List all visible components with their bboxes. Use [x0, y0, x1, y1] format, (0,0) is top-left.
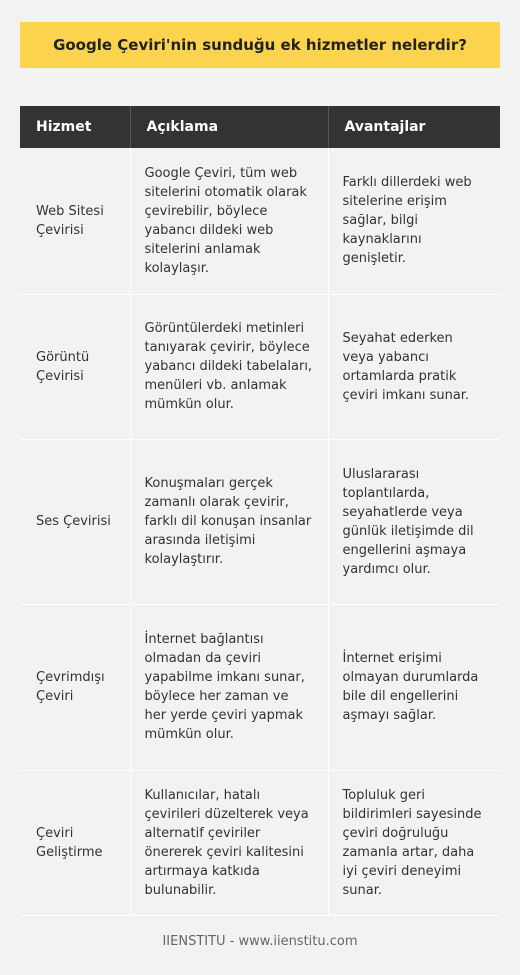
service-cell: Çevrimdışı Çeviri: [20, 604, 130, 770]
table-row: [20, 439, 500, 604]
table-header-row: [20, 106, 500, 148]
advantages-cell: Farklı dillerdeki web sitelerine erişim sağlar, bilgi kaynaklarını genişletir.: [328, 148, 500, 294]
page-title: Google Çeviri'nin sunduğu ek hizmetler nelerdir?: [20, 22, 500, 68]
description-cell: Görüntülerdeki metinleri tanıyarak çevirir, böylece yabancı dildeki tabelaları, menüleri vb. anlamak mümkün olur.: [130, 294, 328, 439]
description-cell: Kullanıcılar, hatalı çevirileri düzelterek veya alternatif çeviriler önererek çeviri kalitesini artırmaya katkıda bulunabilir.: [130, 770, 328, 915]
advantages-cell: Seyahat ederken veya yabancı ortamlarda pratik çeviri imkanı sunar.: [328, 294, 500, 439]
advantages-cell: Uluslararası toplantılarda, seyahatlerde veya günlük iletişimde dil engellerini aşmaya yardımcı olur.: [328, 439, 500, 604]
service-cell: Görüntü Çevirisi: [20, 294, 130, 439]
description-cell: Google Çeviri, tüm web sitelerini otomatik olarak çevirebilir, böylece yabancı dildeki web sitelerini anlamak kolaylaşır.: [130, 148, 328, 294]
column-header-advantages: Avantajlar: [328, 106, 500, 148]
service-cell: Web Sitesi Çevirisi: [20, 148, 130, 294]
table-row: [20, 294, 500, 439]
column-header-description: Açıklama: [130, 106, 328, 148]
description-cell: İnternet bağlantısı olmadan da çeviri yapabilme imkanı sunar, böylece her zaman ve her yerde çeviri yapmak mümkün olur.: [130, 604, 328, 770]
advantages-cell: Topluluk geri bildirimleri sayesinde çeviri doğruluğu zamanla artar, daha iyi çeviri deneyimi sunar.: [328, 770, 500, 915]
description-cell: Konuşmaları gerçek zamanlı olarak çevirir, farklı dil konuşan insanlar arasında iletişimi kolaylaştırır.: [130, 439, 328, 604]
table-row: [20, 604, 500, 770]
service-cell: Ses Çevirisi: [20, 439, 130, 604]
table-row: [20, 148, 500, 294]
footer-credit: IIENSTITU - www.iienstitu.com: [162, 934, 358, 949]
advantages-cell: İnternet erişimi olmayan durumlarda bile dil engellerini aşmayı sağlar.: [328, 604, 500, 770]
column-header-service: Hizmet: [20, 106, 130, 148]
services-table: [20, 106, 500, 916]
service-cell: Çeviri Geliştirme: [20, 770, 130, 915]
table-row: [20, 770, 500, 915]
